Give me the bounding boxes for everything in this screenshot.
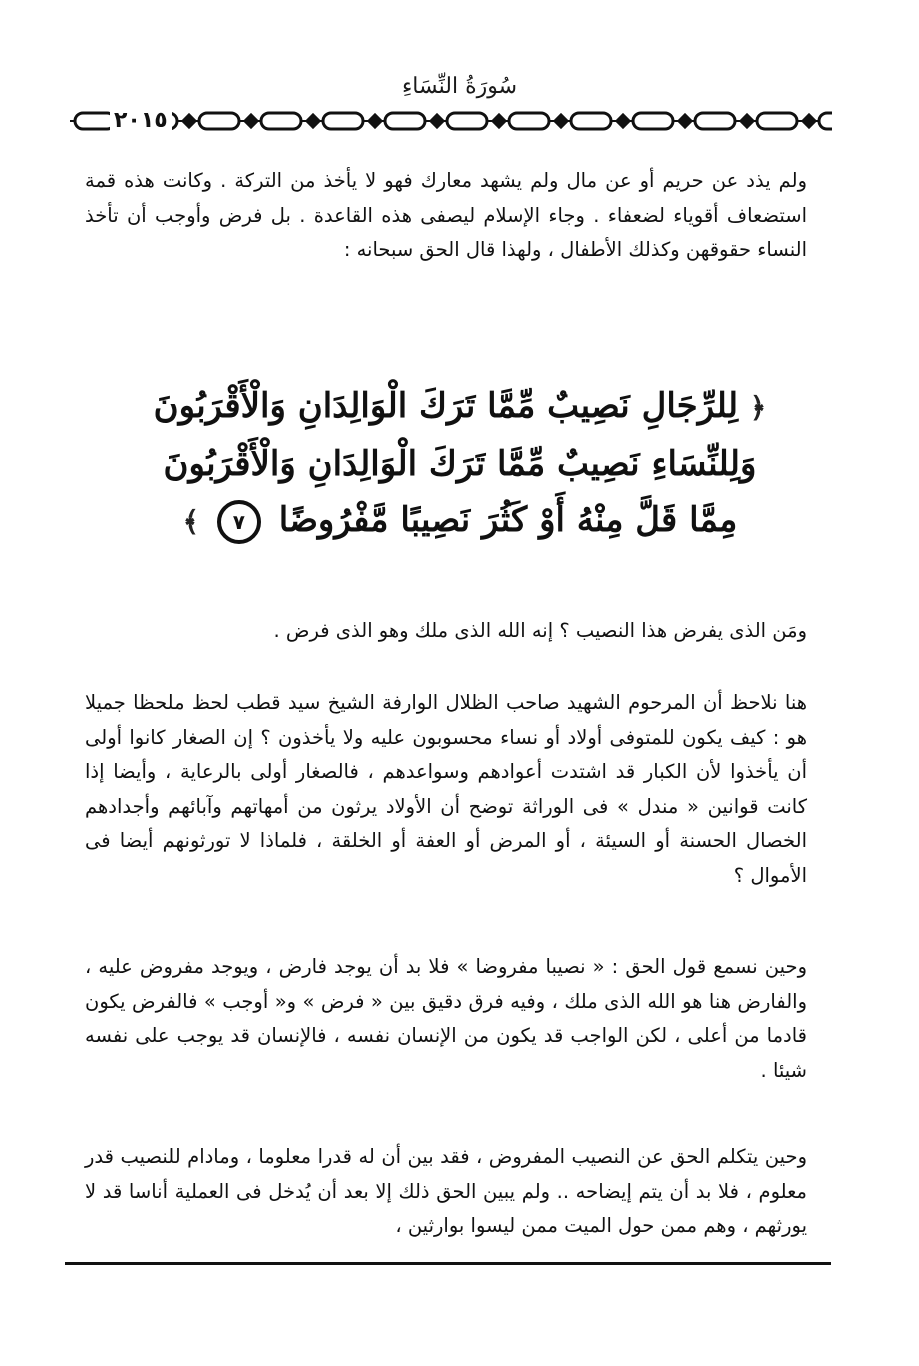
verse-line-3 — [140, 492, 780, 550]
paragraph-4 — [85, 950, 807, 1088]
paragraph-text: هنا نلاحظ أن المرحوم الشهيد صاحب الظلال الوارفة الشيخ سيد قطب لحظ ملحظا جميلا هو : كيف يكون للمتوفى أولاد أو نساء محسوبون عليه ولا يأخذون ؟ إن الصغار كانوا أولى أن يأخذوا لأن الكبار قد اشتدت أعوادهم وسواعدهم ، فالصغار أولى بالرعاية ، وأيضا إذا كانت قوانين « مندل » فى الوراثة توضح أن الأولاد يرثون من أمهاتهم وآبائهم وأجدادهم الخصال الحسنة أو السيئة ، أو المرض أو العفة أو الخلقة ، فلماذا لا تورثونهم أيضا فى الأموال ؟ — [85, 691, 807, 887]
paragraph-text: ومَن الذى يفرض هذا النصيب ؟ إنه الله الذى ملك وهو الذى فرض . — [273, 619, 807, 642]
verse-close-ornament-icon: ﴾ — [182, 505, 200, 538]
verse-open-ornament-icon: ﴿ — [749, 391, 767, 424]
surah-title: سُورَةُ النِّسَاءِ — [401, 74, 518, 99]
paragraph-1 — [85, 164, 807, 268]
paragraph-2 — [85, 614, 807, 649]
verse-line-text: لِلرِّجَالِ نَصِيبٌ مِّمَّا تَرَكَ الْوَالِدَانِ وَالْأَقْرَبُونَ — [153, 386, 739, 426]
verse-number-badge: ٧ — [217, 500, 261, 544]
verse-line-2 — [140, 436, 780, 492]
paragraph-3 — [85, 686, 807, 893]
verse-line-1 — [140, 378, 780, 436]
verse-line-text: مِمَّا قَلَّ مِنْهُ أَوْ كَثُرَ نَصِيبًا مَّفْرُوضًا — [278, 500, 738, 540]
quran-verse — [140, 378, 780, 550]
paragraph-text: وحين يتكلم الحق عن النصيب المفروض ، فقد بين أن له قدرا معلوما ، ومادام للنصيب قدر معلوم ، فلا بد أن يتم إيضاحه .. ولم يبين الحق ذلك إلا بعد أن يُدخل فى العملية أناسا قد لا يورثهم ، وهم ممن حول الميت ممن ليسوا بوارثين ، — [85, 1145, 807, 1237]
page-number: ٢٠١٥ — [110, 108, 172, 133]
header-ornament-border — [70, 106, 832, 136]
paragraph-text: ولم يذد عن حريم أو عن مال ولم يشهد معارك فهو لا يأخذ من التركة . وكانت هذه قمة استضعاف أقوياء لضعفاء . وجاء الإسلام ليصفى هذه القاعدة . بل فرض وأوجب أن تأخذ النساء حقوقهن وكذلك الأطفال ، ولهذا قال الحق سبحانه : — [85, 169, 807, 261]
paragraph-text: وحين نسمع قول الحق : « نصيبا مفروضا » فلا بد أن يوجد فارض ، ويوجد مفروض عليه ، والفارض هنا هو الله الذى ملك ، وفيه فرق دقيق بين « فرض » و« أوجب » فالفرض يكون قادما من أعلى ، لكن الواجب قد يكون من الإنسان نفسه ، فالإنسان قد يوجب على نفسه شيئا . — [85, 955, 807, 1082]
paragraph-5 — [85, 1140, 807, 1244]
footer-rule — [65, 1262, 831, 1265]
verse-line-text: وَلِلنِّسَاءِ نَصِيبٌ مِّمَّا تَرَكَ الْوَالِدَانِ وَالْأَقْرَبُونَ — [163, 444, 757, 484]
